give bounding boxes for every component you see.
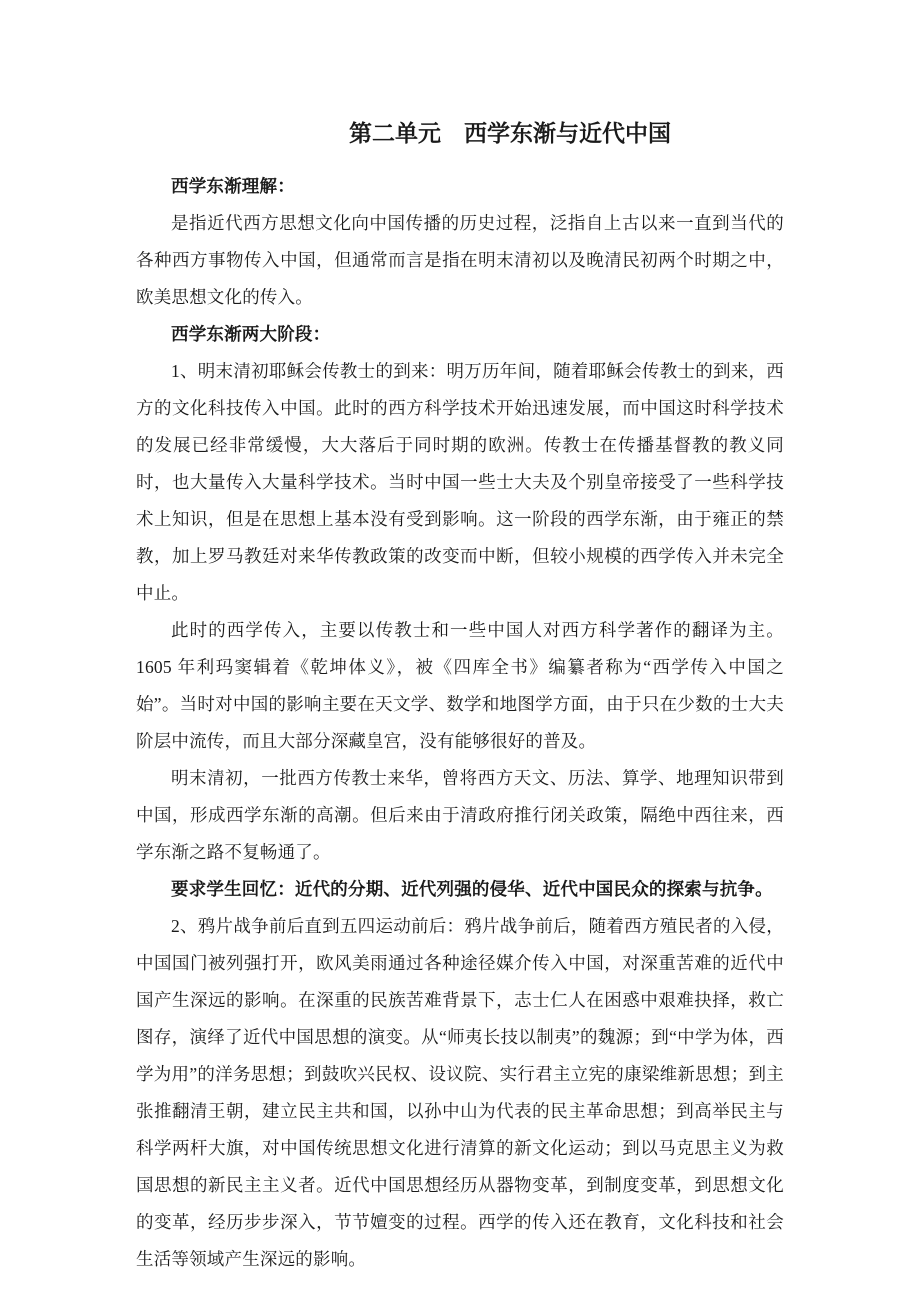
paragraph-stage-two: 2、鸦片战争前后直到五四运动前后：鸦片战争前后，随着西方殖民者的入侵，中国国门被列强打开，欧风美雨通过各种途径媒介传入中国，对深重苦难的近代中国产生深远的影响。在深重的民族苦难背景下，志士仁人在困惑中艰难抉择，救亡图存，演绎了近代中国思想的演变。从“师夷长技以制夷”的魏源；到“中学为体，西学为用”的洋务思想；到鼓吹兴民权、设议院、实行君主立宪的康梁维新思想；到主张推翻清王朝，建立民主共和国，以孙中山为代表的民主革命思想；到高举民主与科学两杆大旗，对中国传统思想文化进行清算的新文化运动；到以马克思主义为救国思想的新民主主义者。近代中国思想经历从器物变革，到制度变革，到思想文化的变革，经历步步深入，节节嬗变的过程。西学的传入还在教育，文化科技和社会生活等领域产生深远的影响。	[136, 916, 784, 1269]
paragraph-stage-one: 1、明末清初耶稣会传教士的到来：明万历年间，随着耶稣会传教士的到来，西方的文化科技传入中国。此时的西方科学技术开始迅速发展，而中国这时科学技术的发展已经非常缓慢，大大落后于同时期的欧洲。传教士在传播基督教的教义同时，也大量传入大量科学技术。当时中国一些士大夫及个别皇帝接受了一些科学技术上知识，但是在思想上基本没有受到影响。这一阶段的西学东渐，由于雍正的禁教，加上罗马教廷对来华传教政策的改变而中断，但较小规模的西学传入并未完全中止。	[136, 361, 784, 603]
section-heading-understanding: 西学东渐理解：	[171, 176, 295, 196]
paragraph-missionaries-peak: 明末清初，一批西方传教士来华，曾将西方天文、历法、算学、地理知识带到中国，形成西学东渐的高潮。但后来由于清政府推行闭关政策，隔绝中西往来，西学东渐之路不复畅通了。	[136, 768, 784, 862]
paragraph-early-transmission: 此时的西学传入，主要以传教士和一些中国人对西方科学著作的翻译为主。1605 年利玛窦辑着《乾坤体义》，被《四库全书》编纂者称为“西学传入中国之始”。当时对中国的影响主要在天文学、数学和地图学方面，由于只在少数的士大夫阶层中流传，而且大部分深藏皇宫，没有能够很好的普及。	[136, 620, 784, 751]
document-title: 第二单元 西学东渐与近代中国	[349, 121, 671, 146]
paragraph-definition: 是指近代西方思想文化向中国传播的历史过程，泛指自上古以来一直到当代的各种西方事物传入中国，但通常而言是指在明末清初以及晚清民初两个时期之中，欧美思想文化的传入。	[136, 213, 784, 307]
section-heading-student-recall: 要求学生回忆：近代的分期、近代列强的侵华、近代中国民众的探索与抗争。	[171, 879, 773, 899]
section-heading-two-stages: 西学东渐两大阶段：	[171, 324, 331, 344]
